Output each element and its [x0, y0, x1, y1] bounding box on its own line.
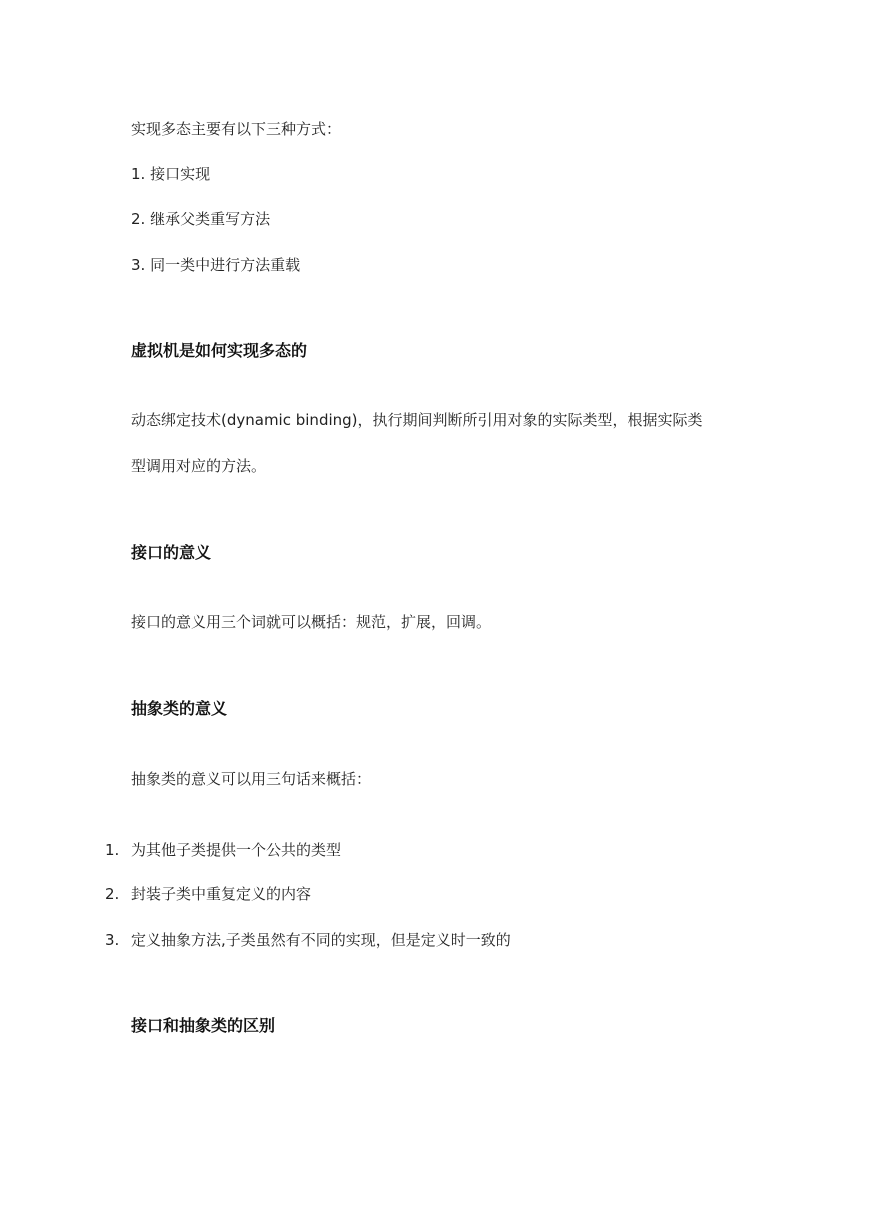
list-number: 1. — [105, 841, 120, 859]
list-number: 3. — [105, 931, 120, 949]
list-item: 为其他子类提供一个公共的类型 — [131, 841, 342, 859]
section-heading: 抽象类的意义 — [131, 699, 228, 718]
section-heading: 接口的意义 — [131, 543, 212, 562]
paragraph-line: 型调用对应的方法。 — [131, 457, 267, 475]
list-item: 定义抽象方法,子类虽然有不同的实现，但是定义时一致的 — [131, 931, 511, 949]
paragraph-line: 动态绑定技术(dynamic binding)，执行期间判断所引用对象的实际类型，根据实际类 — [131, 411, 703, 429]
list-number: 2. — [105, 885, 120, 903]
intro-text: 实现多态主要有以下三种方式： — [131, 120, 342, 138]
list-item: 2. 继承父类重写方法 — [131, 210, 271, 228]
list-item: 3. 同一类中进行方法重载 — [131, 256, 301, 274]
paragraph-line: 接口的意义用三个词就可以概括：规范，扩展，回调。 — [131, 613, 492, 631]
paragraph-line: 抽象类的意义可以用三句话来概括： — [131, 770, 372, 788]
section-heading: 虚拟机是如何实现多态的 — [131, 341, 308, 360]
list-item: 封装子类中重复定义的内容 — [131, 885, 312, 903]
list-item: 1. 接口实现 — [131, 165, 211, 183]
section-heading: 接口和抽象类的区别 — [131, 1016, 276, 1035]
